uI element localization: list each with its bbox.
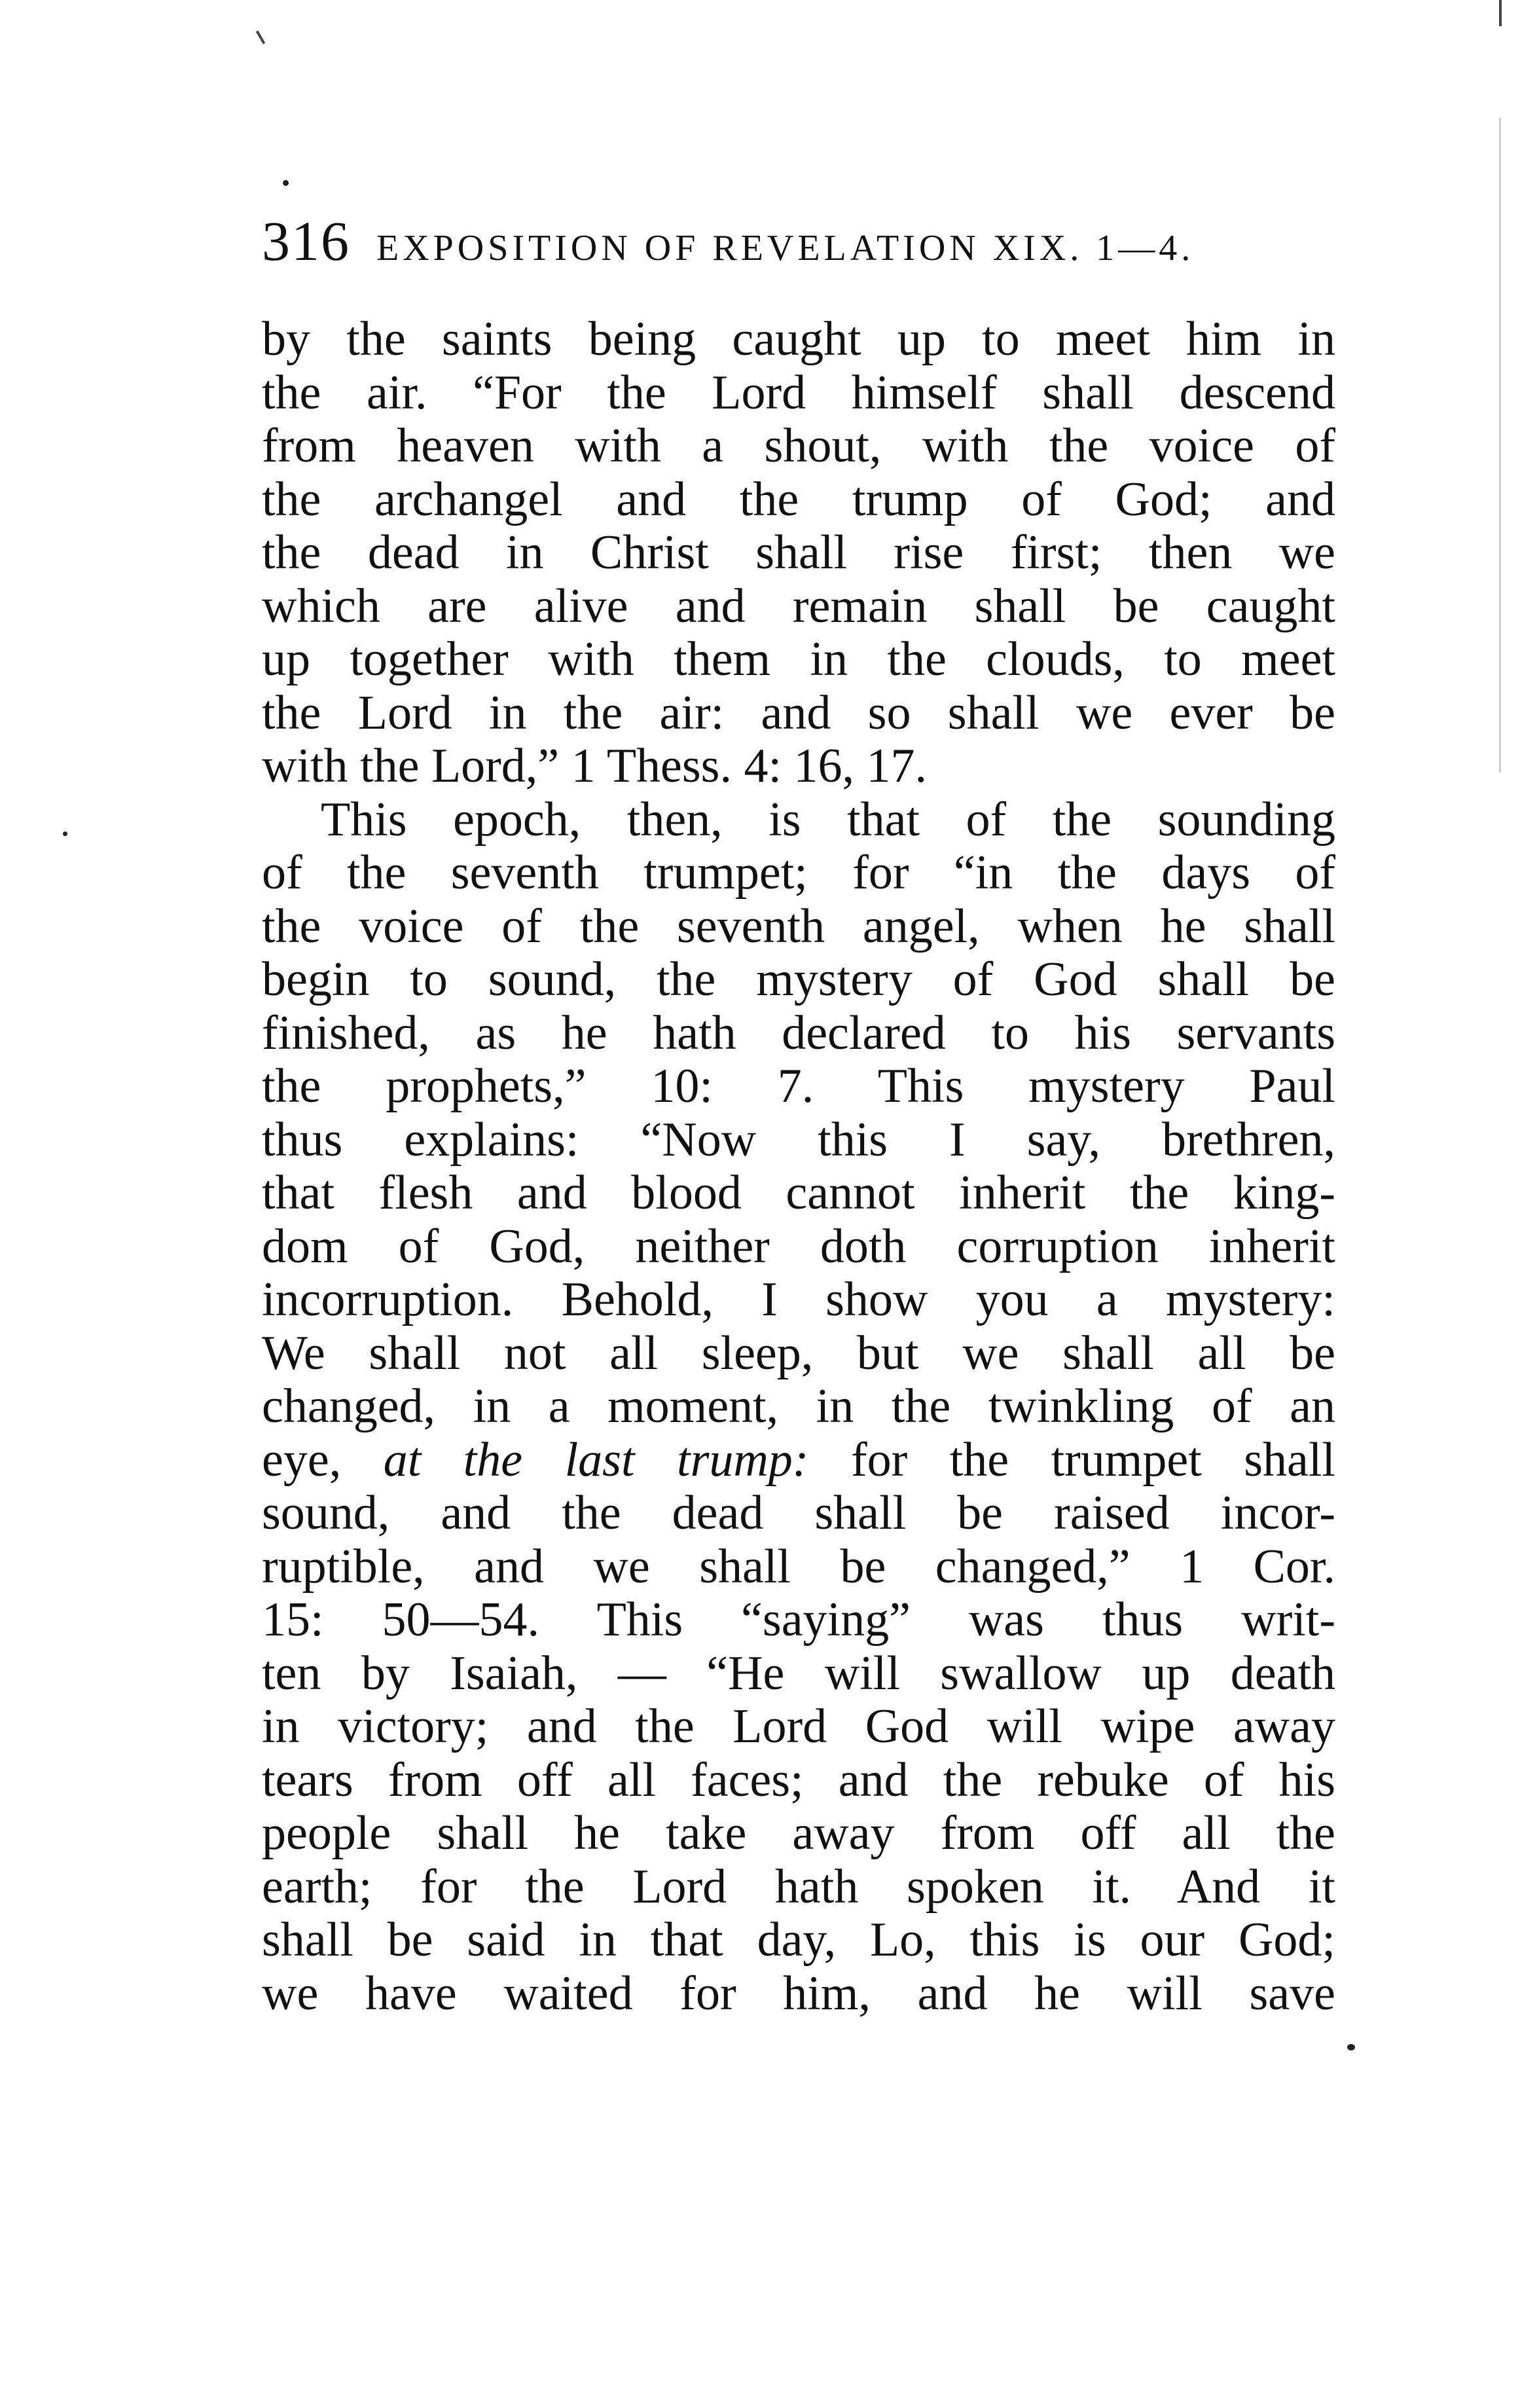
text-line: We shall not all sleep, but we shall all be <box>262 1326 1335 1380</box>
text-line: the archangel and the trump of God; and <box>262 473 1335 526</box>
text-line: we have waited for him, and he will save <box>262 1967 1335 2020</box>
text-line: dom of God, neither doth corruption inherit <box>262 1220 1335 1273</box>
text-line: the Lord in the air: and so shall we ever be <box>262 686 1335 740</box>
text-line-paragraph-end: with the Lord,” 1 Thess. 4: 16, 17. <box>262 740 928 793</box>
text-line: by the saints being caught up to meet him in <box>262 313 1335 366</box>
text-line: sound, and the dead shall be raised incor- <box>262 1487 1335 1540</box>
speck-top <box>283 180 289 186</box>
scan-edge-right <box>1499 118 1501 773</box>
text-line: finished, as he hath declared to his servants <box>262 1006 1335 1060</box>
text-line: from heaven with a shout, with the voice of <box>262 420 1335 473</box>
text-line: the air. “For the Lord himself shall descend <box>262 366 1335 420</box>
text-line: up together with them in the clouds, to meet <box>262 633 1335 686</box>
text-line: begin to sound, the mystery of God shall be <box>262 953 1335 1006</box>
text-segment: eye, <box>262 1433 342 1487</box>
text-line-paragraph-start: This epoch, then, is that of the sounding <box>321 793 1335 847</box>
speck-left <box>63 831 67 836</box>
scan-edge-top-right <box>1499 0 1502 26</box>
text-line: people shall he take away from off all the <box>262 1807 1335 1860</box>
italic-phrase: at the last trump: <box>383 1433 809 1487</box>
text-line-with-italic <box>262 1434 1335 1487</box>
text-line: ten by Isaiah, — “He will swallow up death <box>262 1647 1335 1700</box>
text-line: the dead in Christ shall rise first; then we <box>262 526 1335 579</box>
page-header <box>262 208 1335 274</box>
text-line: 15: 50—54. This “saying” was thus writ- <box>262 1594 1335 1647</box>
text-line: which are alive and remain shall be caught <box>262 579 1335 633</box>
text-line: changed, in a moment, in the twinkling of an <box>262 1380 1335 1433</box>
scan-tick-top <box>256 30 265 44</box>
text-line: in victory; and the Lord God will wipe away <box>262 1700 1335 1753</box>
text-line: the voice of the seventh angel, when he shall <box>262 900 1335 953</box>
text-line: thus explains: “Now this I say, brethren, <box>262 1113 1335 1167</box>
text-line: tears from off all faces; and the rebuke of his <box>262 1753 1335 1807</box>
speck-right-bottom <box>1347 2044 1355 2051</box>
text-line: incorruption. Behold, I show you a mystery: <box>262 1273 1335 1326</box>
text-segment: for the trumpet shall <box>850 1433 1335 1487</box>
text-line: that flesh and blood cannot inherit the king- <box>262 1167 1335 1220</box>
text-line: of the seventh trumpet; for “in the days of <box>262 847 1335 900</box>
running-head: EXPOSITION OF REVELATION XIX. 1—4. <box>376 228 1195 268</box>
text-line: ruptible, and we shall be changed,” 1 Cor. <box>262 1540 1335 1594</box>
text-line: the prophets,” 10: 7. This mystery Paul <box>262 1060 1335 1113</box>
body-text <box>262 313 1335 2020</box>
text-line: shall be said in that day, Lo, this is our God; <box>262 1914 1335 1967</box>
page-number: 316 <box>262 210 350 272</box>
text-line: earth; for the Lord hath spoken it. And it <box>262 1860 1335 1914</box>
